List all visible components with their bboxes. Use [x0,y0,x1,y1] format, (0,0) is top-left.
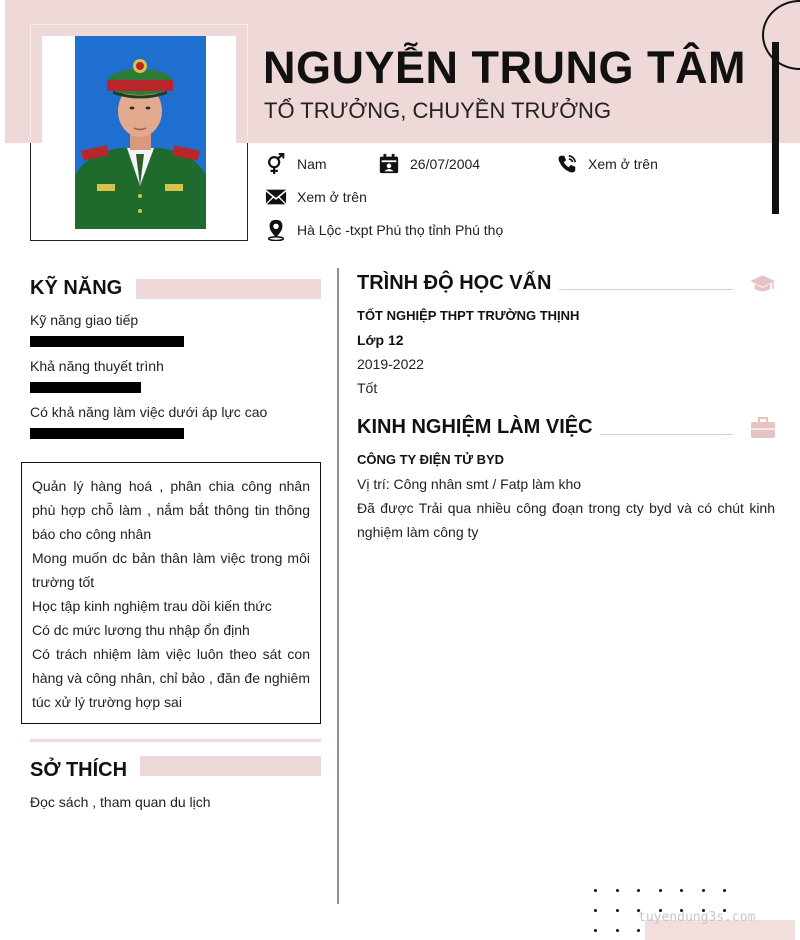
gender-value: Nam [297,156,327,172]
decorative-dot [637,889,640,892]
birthday-info [378,153,480,175]
skill-label: Khả năng thuyết trình [30,358,164,374]
skill-level-bar [30,336,184,347]
birthday-value: 26/07/2004 [410,156,481,172]
decorative-bar [772,42,779,214]
skill-level-bar [30,428,184,439]
education-result: Tốt [357,380,378,396]
phone-info [556,153,658,175]
watermark: tuyendung3s.com [638,910,756,925]
objective-item: Quản lý hàng hoá , phân chia công nhân phù hợp chỗ làm , nắm bắt thông tin thông báo cho công nhân [32,478,310,542]
objective-item: Có trách nhiệm làm việc luôn theo sát con hàng và công nhân, chỉ bảo , đăn đe nghiêm túc xử lý trường hợp sai [32,646,310,710]
portrait-photo [75,36,206,229]
graduation-cap-icon [749,274,776,294]
education-title: TRÌNH ĐỘ HỌC VẤN [357,272,552,294]
experience-title-rule [600,434,733,435]
address-info [265,219,503,241]
experience-position: Vị trí: Công nhân smt / Fatp làm kho [357,476,582,492]
education-title-rule [559,289,733,290]
objective-item: Học tập kinh nghiệm trau dồi kiến thức [32,598,272,614]
hobbies-text: Đọc sách , tham quan du lịch [30,794,211,810]
education-grade: Lớp 12 [357,332,404,348]
skills-title-bar [136,279,321,299]
column-divider [337,268,339,904]
skill-label: Có khả năng làm việc dưới áp lực cao [30,404,268,420]
decorative-dot [616,909,619,912]
decorative-dot [594,889,597,892]
envelope-icon [265,186,287,208]
education-school: TỐT NGHIỆP THPT TRƯỜNG THỊNH [357,308,580,323]
gender-icon [265,153,287,175]
section-divider [30,739,321,742]
education-period: 2019-2022 [357,356,424,372]
decorative-dot [723,889,726,892]
briefcase-icon [750,417,776,439]
decorative-dot [702,889,705,892]
hobbies-title-bar [140,756,321,776]
objective-item: Mong muốn dc bản thân làm việc trong môi trường tốt [32,550,310,590]
decorative-dot [637,929,640,932]
experience-company: CÔNG TY ĐIỆN TỬ BYD [357,452,505,467]
decorative-dot [659,889,662,892]
decorative-dot [680,889,683,892]
phone-value: Xem ở trên [588,156,658,172]
phone-icon [556,153,578,175]
address-value: Hà Lộc -txpt Phú thọ tỉnh Phú thọ [297,222,504,238]
experience-title: KINH NGHIỆM LÀM VIỆC [357,416,593,438]
email-value: Xem ở trên [297,189,367,205]
experience-description: Đã được Trải qua nhiều công đoạn trong cty byd và có chút kinh nghiệm làm công ty [357,500,775,540]
decorative-dot [616,889,619,892]
email-info [265,186,367,208]
skills-title: KỸ NĂNG [30,277,123,299]
objective-item: Có dc mức lương thu nhập ổn định [32,622,250,638]
skill-label: Kỹ năng giao tiếp [30,312,139,328]
calendar-icon [378,153,400,175]
decorative-dot [616,929,619,932]
decorative-dot [594,929,597,932]
decorative-dot [594,909,597,912]
candidate-name: NGUYỄN TRUNG TÂM [263,42,746,93]
location-pin-icon [265,219,287,241]
hobbies-title: SỞ THÍCH [30,759,128,781]
skill-level-bar [30,382,141,393]
objectives-box [21,462,321,724]
candidate-role: TỔ TRƯỞNG, CHUYỀN TRƯỞNG [264,98,612,123]
gender-info [265,153,327,175]
